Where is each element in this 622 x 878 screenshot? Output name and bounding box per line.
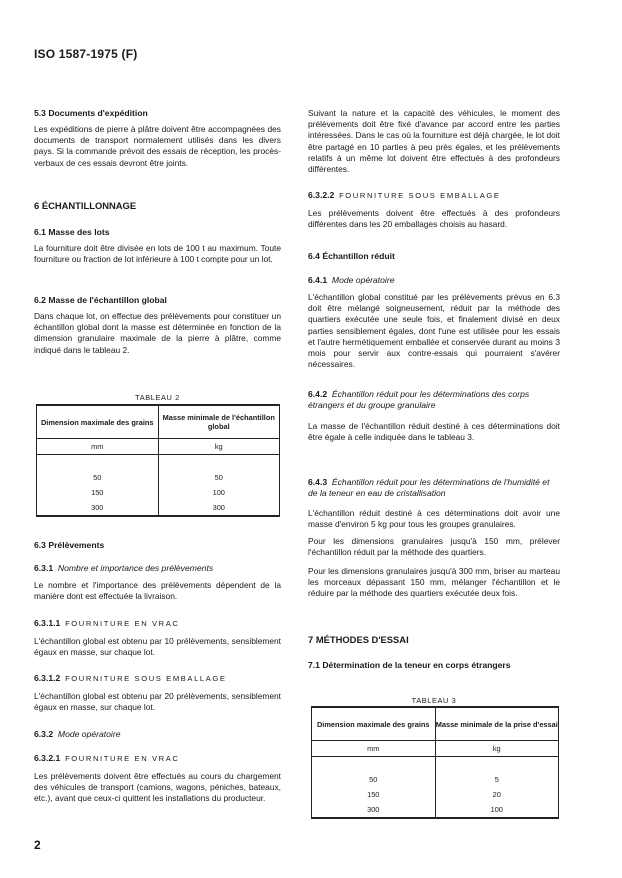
section-6-4-1-number: 6.4.1 bbox=[308, 275, 328, 285]
section-6-4-3-text-2: Pour les dimensions granulaires jusqu'à 150 mm, prélever l'échantillon réduit par la méthode des quartiers. bbox=[308, 536, 560, 558]
table-2-col2-header: Masse minimale de l'échantillon global bbox=[158, 405, 280, 439]
section-6-2-heading: 6.2 Masse de l'échantillon global bbox=[34, 295, 167, 305]
section-6-3-2-1-heading bbox=[34, 753, 180, 763]
section-6-3-2-2-heading bbox=[308, 190, 501, 200]
section-6-4-2-heading bbox=[308, 389, 560, 411]
section-5-3-text: Les expéditions de pierre à plâtre doivent être accompagnées des documents de transport normalement utilisés dans les divers pays. Si la commande prévoit des essais de réception, les procès-verbaux de ces essais devront être joints. bbox=[34, 124, 281, 168]
section-6-3-1-2-title: FOURNITURE SOUS EMBALLAGE bbox=[65, 674, 227, 683]
table-2-cell: 50 bbox=[37, 470, 159, 485]
table-2 bbox=[36, 404, 280, 517]
section-6-2-text: Dans chaque lot, on effectue des prélèvements pour constituer un échantillon global dont la masse est déterminée en fonction de la dimension granulaire maximale de la pierre à plâtre, comme indiqué dans le tableau 2. bbox=[34, 311, 281, 355]
section-6-3-1-heading bbox=[34, 563, 213, 573]
section-6-3-2-title: Mode opératoire bbox=[57, 729, 121, 739]
section-6-3-2-1-continuation: Suivant la nature et la capacité des véhicules, le moment des prélèvements doit être fixé d'avance par accord entre les parties intéressées. Dans le cas où la fourniture est déjà chargée, le lot doit être partagé en 10 parties à peu près égales, et les prélèvements relatifs à un même lot doivent être effectués à des profondeurs différentes. bbox=[308, 108, 560, 175]
section-6-4-3-text-3: Pour les dimensions granulaires jusqu'à 300 mm, briser au marteau les morceaux dépassant 150 mm, mélanger l'échantillon et le réduire par la méthode des quartiers exécutée deux fois. bbox=[308, 566, 560, 599]
section-6-3-1-1-heading bbox=[34, 618, 180, 628]
table-3-cell: 150 bbox=[312, 787, 436, 802]
section-6-3-2-heading bbox=[34, 729, 121, 739]
section-6-3-2-1-text: Les prélèvements doivent être effectués au cours du chargement des véhicules de transport (camions, wagons, péniches, bateaux, etc.), avant que ceux-ci quittent les installations du producteur. bbox=[34, 771, 281, 804]
section-6-4-2-number: 6.4.2 bbox=[308, 389, 328, 399]
section-6-4-3-number: 6.4.3 bbox=[308, 477, 328, 487]
section-6-4-2-text: La masse de l'échantillon réduit destiné à ces déterminations doit être égale à celle indiquée dans le tableau 3. bbox=[308, 421, 560, 443]
section-6-3-1-text: Le nombre et l'importance des prélèvements dépendent de la manière dont est effectuée la livraison. bbox=[34, 580, 281, 602]
table-3-cell: 20 bbox=[435, 787, 559, 802]
section-6-3-2-1-title: FOURNITURE EN VRAC bbox=[65, 754, 180, 763]
section-6-3-1-2-text: L'échantillon global est obtenu par 20 prélèvements, sensiblement égaux en masse, sur chaque lot. bbox=[34, 691, 281, 713]
section-5-3-heading: 5.3 Documents d'expédition bbox=[34, 108, 148, 118]
table-2-cell: 50 bbox=[158, 470, 280, 485]
section-6-4-3-text-1: L'échantillon réduit destiné à ces déterminations doit avoir une masse d'environ 5 kg pour tous les groupes granulaires. bbox=[308, 508, 560, 530]
section-6-3-heading: 6.3 Prélèvements bbox=[34, 540, 105, 550]
section-6-4-3-title: Échantillon réduit pour les déterminations de l'humidité et de la teneur en eau de cristallisation bbox=[308, 477, 550, 498]
table-3-caption: TABLEAU 3 bbox=[411, 696, 457, 705]
table-3-cell: 5 bbox=[435, 772, 559, 787]
section-6-3-2-2-title: FOURNITURE SOUS EMBALLAGE bbox=[339, 191, 501, 200]
table-2-cell: 100 bbox=[158, 485, 280, 500]
section-6-3-1-title: Nombre et importance des prélèvements bbox=[57, 563, 214, 573]
table-3-cell: 50 bbox=[312, 772, 436, 787]
table-3-col1-header: Dimension maximale des grains bbox=[312, 707, 436, 741]
document-header: ISO 1587-1975 (F) bbox=[34, 47, 138, 61]
section-6-4-3-heading bbox=[308, 477, 560, 499]
section-6-4-2-title: Échantillon réduit pour les déterminations des corps étrangers et du groupe granulaire bbox=[308, 389, 530, 410]
section-6-3-2-2-text: Les prélèvements doivent être effectués à des profondeurs différentes dans les 20 emballages choisis au hasard. bbox=[308, 208, 560, 230]
table-3-col2-header: Masse minimale de la prise d'essai bbox=[435, 707, 559, 741]
section-7-heading: 7 MÉTHODES D'ESSAI bbox=[308, 634, 409, 645]
section-6-3-1-2-heading bbox=[34, 673, 227, 683]
section-6-4-1-heading bbox=[308, 275, 395, 285]
section-7-1-heading: 7.1 Détermination de la teneur en corps étrangers bbox=[308, 660, 511, 670]
table-2-unit1: mm bbox=[37, 439, 159, 455]
section-6-3-1-1-number: 6.3.1.1 bbox=[34, 618, 61, 628]
table-2-col1-header: Dimension maximale des grains bbox=[37, 405, 159, 439]
section-6-1-text: La fourniture doit être divisée en lots de 100 t au maximum. Toute fourniture ou fraction de lot inférieure à 100 t compte pour un lot. bbox=[34, 243, 281, 265]
section-6-4-1-title: Mode opératoire bbox=[331, 275, 395, 285]
table-2-cell: 300 bbox=[158, 500, 280, 516]
section-6-3-1-number: 6.3.1 bbox=[34, 563, 54, 573]
section-6-3-1-2-number: 6.3.1.2 bbox=[34, 673, 61, 683]
section-6-3-2-number: 6.3.2 bbox=[34, 729, 54, 739]
section-6-3-2-2-number: 6.3.2.2 bbox=[308, 190, 335, 200]
table-3 bbox=[311, 706, 559, 819]
table-3-unit2: kg bbox=[435, 741, 559, 757]
section-6-3-2-1-number: 6.3.2.1 bbox=[34, 753, 61, 763]
table-3-cell: 300 bbox=[312, 802, 436, 818]
table-2-cell: 300 bbox=[37, 500, 159, 516]
table-3-unit1: mm bbox=[312, 741, 436, 757]
section-6-4-heading: 6.4 Échantillon réduit bbox=[308, 251, 395, 261]
section-6-3-1-1-title: FOURNITURE EN VRAC bbox=[65, 619, 180, 628]
table-3-cell: 100 bbox=[435, 802, 559, 818]
table-2-caption: TABLEAU 2 bbox=[135, 393, 180, 402]
section-6-3-1-1-text: L'échantillon global est obtenu par 10 prélèvements, sensiblement égaux en masse, sur chaque lot. bbox=[34, 636, 281, 658]
section-6-4-1-text: L'échantillon global constitué par les prélèvements prévus en 6.3 doit être mélangé soigneusement, réduit par la méthode des quartiers exécutée une seule fois, et finalement divisé en deux parties sensiblement égales, dont l'une est utilisée pour les essais et l'autre hermétiquement emballée et conservée durant au moins 3 mois pour servir aux contre-essais qui pourraient s'avérer nécessaires. bbox=[308, 292, 560, 370]
section-6-1-heading: 6.1 Masse des lots bbox=[34, 227, 110, 237]
table-2-cell: 150 bbox=[37, 485, 159, 500]
section-6-heading: 6 ÉCHANTILLONNAGE bbox=[34, 200, 137, 211]
page-number: 2 bbox=[34, 838, 41, 852]
table-2-unit2: kg bbox=[158, 439, 280, 455]
